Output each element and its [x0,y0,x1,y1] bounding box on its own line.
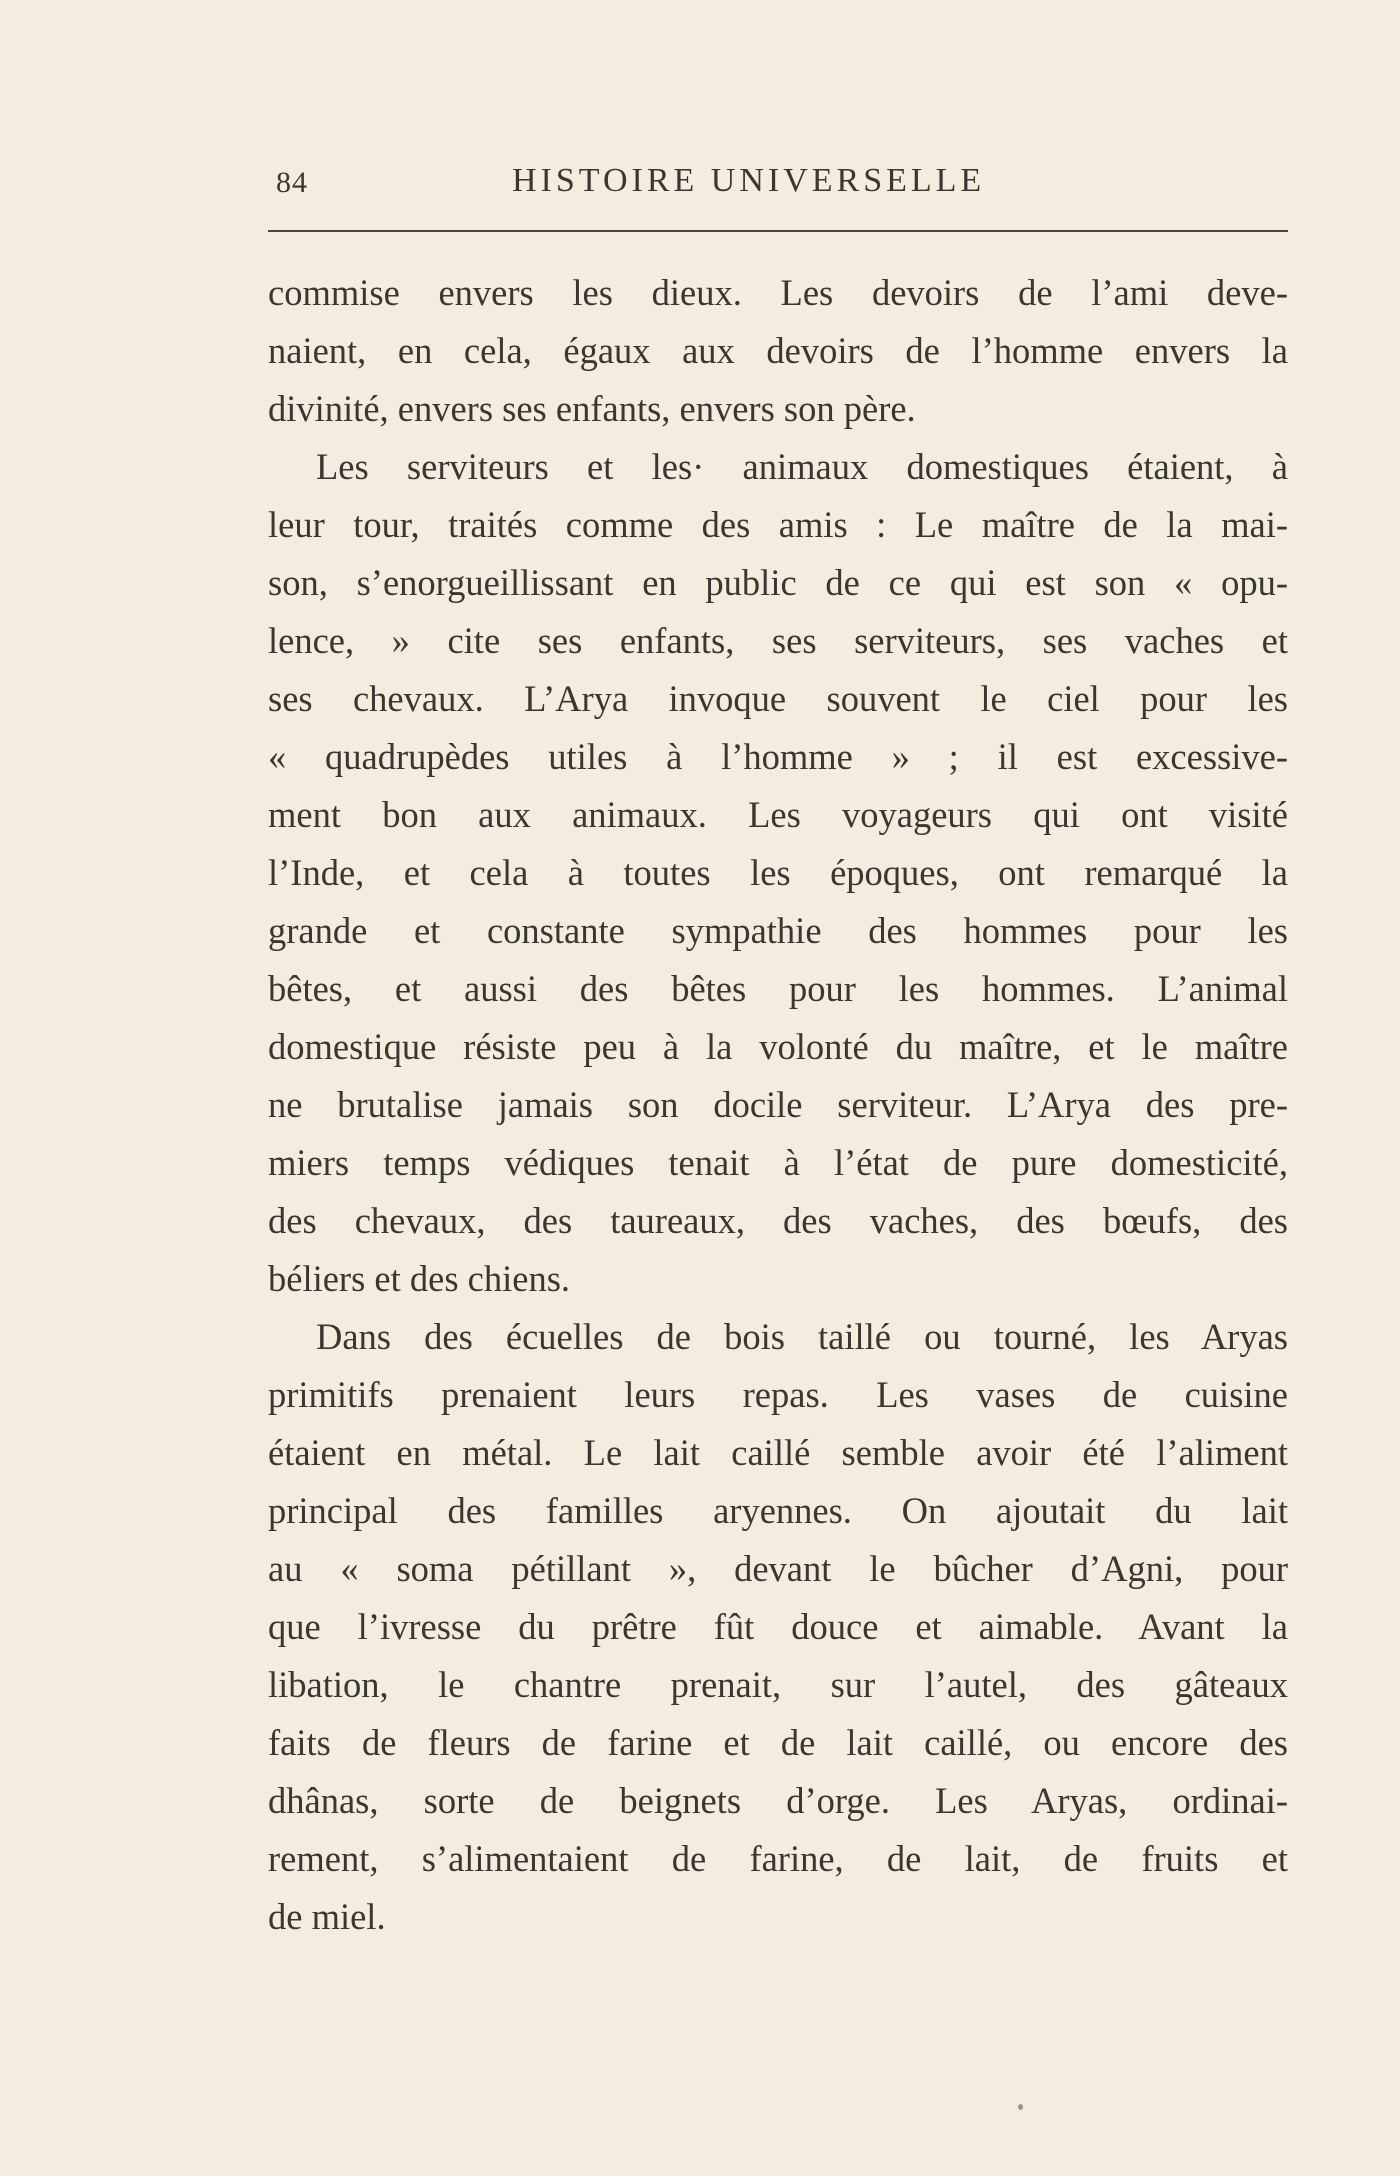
text-line: ment bon aux animaux. Les voyageurs qui ont visité [268,794,1288,835]
text-line: Dans des écuelles de bois taillé ou tourné, les Aryas [316,1316,1288,1357]
text-line: miers temps védiques tenait à l’état de pure domesticité, [268,1142,1288,1183]
text-line: des chevaux, des taureaux, des vaches, des bœufs, des [268,1200,1288,1241]
text-line: ne brutalise jamais son docile serviteur. L’Arya des pre- [268,1084,1288,1125]
text-line: lence, » cite ses enfants, ses serviteurs, ses vaches et [268,620,1288,661]
paragraph-2 [268,438,1288,1308]
paragraph-1 [268,264,1288,438]
text-line: étaient en métal. Le lait caillé semble avoir été l’aliment [268,1432,1288,1473]
text-line: son, s’enorgueillissant en public de ce qui est son « opu- [268,562,1288,603]
paragraph-3 [268,1308,1288,1946]
page-number: 84 [276,166,308,199]
text-line: au « soma pétillant », devant le bûcher d’Agni, pour [268,1548,1288,1589]
text-line: de miel. [268,1896,386,1937]
header-rule [268,230,1288,232]
text-line: faits de fleurs de farine et de lait caillé, ou encore des [268,1722,1288,1763]
text-line: béliers et des chiens. [268,1258,571,1299]
text-line: l’Inde, et cela à toutes les époques, ont remarqué la [268,852,1288,893]
text-line: principal des familles aryennes. On ajoutait du lait [268,1490,1288,1531]
text-line: Les serviteurs et les· animaux domestiques étaient, à [316,446,1288,487]
text-line: grande et constante sympathie des hommes pour les [268,910,1288,951]
text-line: commise envers les dieux. Les devoirs de l’ami deve- [268,272,1288,313]
text-line: naient, en cela, égaux aux devoirs de l’homme envers la [268,330,1288,371]
text-line: bêtes, et aussi des bêtes pour les hommes. L’animal [268,968,1288,1009]
running-title: HISTOIRE UNIVERSELLE [512,162,986,199]
paper-speck [1018,2104,1023,2110]
text-line: ses chevaux. L’Arya invoque souvent le ciel pour les [268,678,1288,719]
text-line: domestique résiste peu à la volonté du maître, et le maître [268,1026,1288,1067]
text-line: divinité, envers ses enfants, envers son père. [268,388,916,429]
running-head [268,156,1288,216]
text-line: dhânas, sorte de beignets d’orge. Les Aryas, ordinai- [268,1780,1288,1821]
text-line: leur tour, traités comme des amis : Le maître de la mai- [268,504,1288,545]
text-line: rement, s’alimentaient de farine, de lait, de fruits et [268,1838,1288,1879]
text-line: primitifs prenaient leurs repas. Les vases de cuisine [268,1374,1288,1415]
text-line: « quadrupèdes utiles à l’homme » ; il est excessive- [268,736,1288,777]
body-text [268,264,1288,1946]
text-line: libation, le chantre prenait, sur l’autel, des gâteaux [268,1664,1288,1705]
text-line: que l’ivresse du prêtre fût douce et aimable. Avant la [268,1606,1288,1647]
